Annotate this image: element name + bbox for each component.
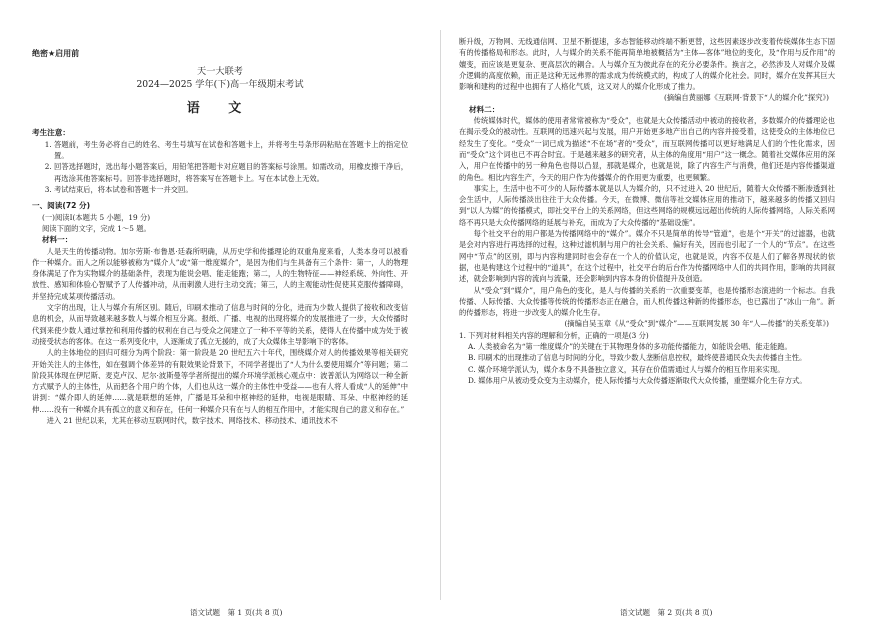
notice-title: 考生注意： — [32, 127, 70, 137]
exam-organizer: 天一大联考 — [197, 66, 243, 78]
material-1-paragraph: 进入 21 世纪以来，尤其在移动互联网时代，数字技术、网络技术、移动技术、通讯技术不 — [46, 416, 338, 426]
part-title: (一)阅读Ⅰ(本题共 5 小题，19 分) — [42, 212, 151, 222]
exam-title: 2024—2025 学年(下)高一年级期末考试 — [136, 79, 304, 91]
material-1-paragraph: 人是天生的传播动物。加尔劳斯·布鲁恩·廷森所明确，从历史学和传播理论的双重角度来看，人类本身可以被看作一种媒介。而人之所以能够被称为“媒介人”或“第一维度媒介”，是因为他们与生具备有三个条件：第一，人的物理身体满足了作为实物媒介的基础条件，表现为能说会唱、能走能跑；第二，人的生物特征——神经系统、外向性、开放性、感知和体验心智赋予了人传播冲动，从而刺激人进行主动交流；第三，人的主观能动性促使其克服传播障碍，并坚持完成某项传播活动。 — [32, 246, 408, 301]
source-citation-1: (摘编自黄丽娜《互联网·背景下“人的媒介化”探究》) — [663, 93, 829, 103]
page-footer-right: 语文试题 第 2 页(共 8 页) — [620, 608, 713, 617]
question-1-option-a: A. 人类被命名为“第一维度媒介”的关键在于其物理身体的多功能传播能力，如能说会唱、能走能跑。 — [468, 342, 792, 352]
notice-item: 3. 考试结束后，将本试卷和答题卡一并交回。 — [54, 184, 408, 195]
notice-list — [32, 139, 408, 195]
material-2-title: 材料二： — [469, 104, 500, 114]
question-1-stem: 1. 下列对材料相关内容的理解和分析，正确的一项是(3 分) — [459, 330, 649, 340]
subject-title: 语 文 — [186, 101, 254, 117]
notice-item: 1. 答题前，考生务必将自己的姓名、考生号填写在试卷和答题卡上，并将考生号条形码粘贴在答题卡上的指定位置。 — [54, 139, 408, 162]
right-column — [459, 36, 835, 386]
material-2-paragraph: 事实上，生活中也不可少的人际传播本就是以人为媒介的，只不过进入 20 世纪后，随着大众传播不断渗透到社会生活中，人际传播淡出往往于大众传播。今天，在微博、微信等社交媒体应用的推动下，越来越多的传播又回归到“以人为媒”的传播模式，即社交平台上的关系网络，但这些网络的规模远远超出传统的人际传播网络，人际关系网络不再只是大众传播网络的延展与补充，而成为了大众传播的“基础设施”。 — [459, 183, 835, 227]
source-citation-2: (摘编自吴玉章《从“受众”到“媒介”——互联网发展 30 年“人—传播”的关系变革》) — [564, 319, 829, 329]
material-1-paragraph: 人的主体地位的回归可细分为两个阶段：第一阶段是 20 世纪五六十年代，围绕媒介对人的传播效果等相关研究开始关注人的主体性，如在强调个体差异的有限效果论背景下，不同学者提出了“人为什么要使用媒介”等问题；第二阶段其体现在伊尼斯、麦克卢汉、尼尔·波斯曼等学者所提出的媒介环境学派核心观点中：波普派认为网络以一种全新方式赋予人的主体性，从而把各个用户的个体，人们也从这一媒介的主体性中受益——也有人将人看成“人的延伸”中讲到：“媒介即人的延伸……就是联想的延伸，广播是耳朵和中枢神经的延伸，电视是眼睛、耳朵、中枢神经的延伸……没有一种媒介具有孤立的意义和存在，任何一种媒介只有在与人的相互作用中，才能实现自己的意义和存在。” — [32, 348, 408, 414]
section-title: 一、阅读(72 分) — [32, 201, 91, 211]
column-divider — [440, 30, 441, 600]
material-2-paragraph: 每个社交平台的用户都是为传播网络中的“媒介”。媒介不只是简单的传导“管道”，也是个“开关”的过滤器，也就是会对内容进行再选择的过程，这种过滤机制与用户的社会关系、偏好有关，因而也引起了一个人的“节点”。在这些网中“节点”的区别，即与内容构建同时也会存在一个人的价值认定，也就是说，内容不仅是人们了解各界现状的依据，也是构建这个过程中的“道具”，在这个过程中，社交平台的后台作为传播网络中人们的共同作用，影响的共同叙述，就会影响到内容的流向与流量，还会影响到内容本身的价值提升及创造。 — [459, 229, 835, 284]
notice-item: 2. 回答选择题时，选出每小题答案后，用铅笔把答题卡对应题目的答案标号涂黑。如需改动，用橡皮擦干净后，再选涂其他答案标号。回答非选择题时，将答案写在答题卡上。写在本试卷上无效。 — [54, 161, 408, 184]
page-footer-left: 语文试题 第 1 页(共 8 页) — [190, 608, 283, 617]
material-1-title: 材料一： — [42, 235, 73, 245]
material-1-continuation: 断升级，万物网、无线通信网、卫星不断提速，多态智能移动终端不断更替，这些因素逐步改变着传统媒体生态下固有的传播格局和形态。此时，人与媒介的关系不能再简单地被概括为“主体—客体”地位的变化，及“作用与反作用”的嬗变，而应该是更复杂、更高层次的耦合。人与媒介互为彼此存在的充分必要条件。换言之，必然涉及人对媒介及媒介逻辑的高度依赖，而正是这种无远弗界的需求成为传统模式的，构成了人的媒介化社会。同时，媒介在发挥其巨大影响和建构的过程中也拥有了人格化气质，这又对人的媒介化形成了推力。 — [459, 37, 835, 92]
question-1-option-c: C. 媒介环境学派认为，媒介本身不具备独立意义，其存在价值需通过人与媒介的相互作用来实现。 — [468, 364, 785, 374]
secret-mark: 绝密★启用前 — [32, 49, 80, 58]
question-1-option-b: B. 印刷术的出现推动了信息与时间的分化，导致少数人垄断信息控权，最终使普通民众失去传播自主性。 — [468, 353, 807, 363]
material-2-paragraph: 传统媒体时代，媒体的使用者常常被称为“受众”，也就是大众传播活动中被动的接收者，多数媒介的传播理论也在揭示受众的被动性。互联网的迅速兴起与发展，用户开始更多地产出自己的内容并接受着，这使受众的主体地位已经发生了变化。“受众”一词已成为描述“不在场”者的“受众”，而互联网传播可以更好地满足人们的个性化需求，因而“受众”这个词也已不再合时宜。于是越来越多的研究者，从主体的角度用“用户”这一概念。随着社交媒体应用的深入，用户在传播中的另一种角色也得以凸显，那就是媒介，也就是说，除了内容生产与消费，他们还是内容传播渠道的角色。相比内容生产，今天的用户作为传播媒介的作用更为重要，也更频繁。 — [459, 116, 835, 182]
left-column — [32, 36, 408, 426]
instruction: 阅读下面的文字，完成 1～5 题。 — [42, 223, 151, 233]
material-1-paragraph: 文字的出现，让人与媒介有所区别。随后，印刷术推动了信息与时间的分化，进而为少数人提供了接收和改变信息的机会，从而导致越来越多数人与媒介相互分离。报纸、广播、电视的出现将媒介的发展推进了一步，大众传播时代到来使少数人通过掌控和利用传播的权利在自己与受众之间建立了一种不平等的关系，使得人在传播中成为处于被动接受状态的客体。在这一系列变化中，人逐渐成了孤立无援的，成了大众媒体主导影响下的客体。 — [32, 303, 408, 346]
question-1-option-d: D. 媒体用户从被动受众变为主动媒介，使人际传播与大众传播逐渐取代大众传播，重塑媒介化生存方式。 — [468, 375, 807, 385]
material-2-paragraph: 从“受众”到“媒介”，用户角色的变化，是人与传播的关系的一次重要变革，也是传播形态演进的一个标志。自我传播、人际传播、大众传播等传统的传播形态正在融合，而人机传播这种新的传播形态，也已露出了“冰山一角”。新的传播形态，将进一步改变人的媒介化生存。 — [459, 285, 835, 318]
